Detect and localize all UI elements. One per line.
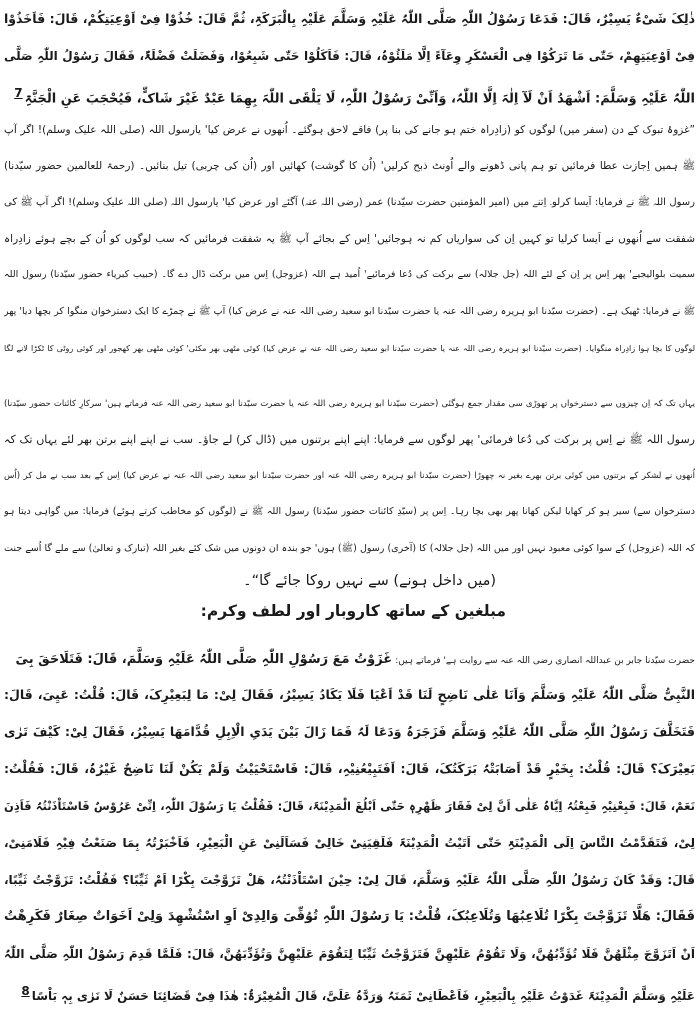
arabic-hadith-line: قَالَ: وَقَدْ کَانَ رَسُوْلُ اللّٰہِ صَلَّی اللّٰہُ عَلَیْہِ وَسَلَّمَ، قَالَ لِیْ: حِیْنَ اسْتَاْذَنْتُہُ، ھَلْ تَزَوَّجْتَ بِکْرًا اَمْ ثَیِّبًا؟ فَقُلْتُ: تَزَوَّجْتُ ثَیِّبًا، (4, 873, 695, 887)
section-heading: مبلغین کے ساتھ کاروبار اور لطف وکرم: (200, 602, 506, 620)
urdu-translation-line: اُنھوں نے لشکر کے برتنوں میں کوئی برتن بھرے بغیر نہ چھوڑا (حضرت سیّدنا ابو ہریرہ رضی اللہ عنہ اور حضرت سیّدنا ابو سعید رضی اللہ عنہ نے عرض کیا) اِس کے بعد سب نے مل کر (اُس (4, 471, 695, 481)
arabic-hadith-line: فِیْ اَوْعِیَتِھِمْ، حَتّٰی مَا تَرَکُوْا فِی الْعَسْکَرِ وِعَآءً اِلَّا مَلَئُوْہُ، قَالَ: فَاَکَلُوْا حَتّٰی شَبِعُوْا، وَفَضَلَتْ فَضْلَۃٌ، فَقَالَ رَسُوْلُ اللّٰہِ صَلَّی (4, 49, 695, 63)
footnote-mark: 7 (14, 86, 23, 100)
arabic-hadith-text: اللّٰہُ عَلَیْہِ وَسَلَّمَ: اَشْھَدُ اَنْ لَآ اِلٰہَ اِلَّا اللّٰہُ، وَاَنِّیْ رَسُوْلُ اللّٰہِ، لَا یَلْقَی اللّٰہَ بِھِمَا عَبْدٌ غَیْرَ شَاکٍّ، فَیُحْجَبَ عَنِ الْجَنَّۃِ (24, 91, 695, 107)
urdu-translation-line: ”غزوۂ تبوک کے دن (سفر میں) لوگوں کو (زادِراہ ختم ہو جانے کی بنا پر) فاقے لاحق ہوگئے۔ اُنھوں نے عرض کیا' یارسول اللہ (صلی اللہ علیک وسلم)! اگر آپ (4, 124, 695, 136)
arabic-hadith-line: نَعَمْ، قَالَ: فَبِعْنِیْہِ فَبِعْتُہُ اِیَّاہُ عَلٰی اَنَّ لِیْ فَقَارَ ظَھْرِہٖ حَتّٰی اَبْلُغَ الْمَدِیْنَۃَ، قَالَ: فَقُلْتُ یَا رَسُوْلَ اللّٰہِ، اِنِّیْ عَرُوْسٌ فَاسْتَاْذَنْتُہُ فَاَذِنَ (4, 799, 695, 813)
urdu-translation-line: ﷺ نے فرمایا: ٹھیک ہے۔ (حضرت سیّدنا ابو ہریرہ رضی اللہ عنہ یا حضرت سیّدنا ابو سعید رضی اللہ عنہ نے عرض کیا) آپ ﷺ نے چمڑے کا ایک دسترخوان منگوا کر بچھا دیا' پھر (4, 306, 695, 317)
urdu-translation-line: لوگوں کا بچا ہوا زادِراہ منگوایا۔ (حضرت سیّدنا ابو ہریرہ رضی اللہ عنہ یا حضرت سیّدنا ابو سعید رضی اللہ عنہ نے عرض کیا) کوئی مٹھی بھر مکئی' کوئی مٹھی بھر کھجور اور کوئی روٹی کا ٹکڑا لانے لگا (4, 344, 695, 353)
arabic-hadith-line: لِیْ، فَتَقَدَّمْتُ النَّاسَ اِلَی الْمَدِیْنَۃِ حَتّٰی اَتَیْتُ الْمَدِیْنَۃَ فَلَقِیَنِیْ خَالِیْ فَسَاَلَنِیْ عَنِ الْبَعِیْرِ، فَاَخْبَرْتُہُ بِمَا صَنَعْتُ فِیْہِ فَلَامَنِیْ، (4, 836, 695, 850)
urdu-translation-line: رسول اللہ ﷺ نے اِس پر برکت کی دُعا فرمائی' پھر لوگوں سے فرمایا: اپنے اپنے برتنوں میں (ڈال کر) لے جاؤ۔ سب نے اپنے اپنے برتن بھر لئے یہاں تک کہ (4, 433, 695, 446)
urdu-translation-line: کہ اللہ (عزوجل) کے سوا کوئی معبود نہیں اور میں اللہ (جل جلالہ) کا (آخری) رسول (ﷺ) ہوں' جو بندہ ان دونوں میں شک کئے بغیر اللہ (تبارک و تعالیٰ) سے ملے گا اُسے جنت (4, 543, 695, 554)
urdu-translation-line: سمیت بلوالیجیے' پھر اِس پر اِن کے لئے اللہ (جل جلالہ) سے برکت کی دُعا فرمائیے' اُمید ہے اللہ (عزوجل) اِس میں برکت ڈال دے گا۔ (حبیب کبریاء حضور سیّدنا) رسول اللہ (4, 269, 695, 280)
arabic-hadith-text: غَزَوْتُ مَعَ رَسُوْلِ اللّٰہِ صَلَّی اللّٰہُ عَلَیْہِ وَسَلَّمَ، قَالَ: فَتَلَاحَقَ بِیَ (15, 652, 393, 667)
urdu-translation-line: دسترخوان سے) سیر ہو کر کھایا لیکن کھانا پھر بھی بچا رہا۔ اِس پر (سیّدِ کائنات حضور سیّدنا) رسول اللہ ﷺ نے (لوگوں کو مخاطب کرتے ہوئے) فرمایا: میں گواہی دیتا ہو (4, 506, 695, 517)
urdu-translation-line: یہاں تک کہ اِن چیزوں سے دسترخواں پر تھوڑی سی مقدار جمع ہوگئی (حضرت سیّدنا ابو ہریرہ رضی اللہ عنہ یا حضرت سیّدنا ابو سعید رضی اللہ عنہ فرماتے ہیں' سرکارِ کائنات حضور سیّدنا) (4, 399, 695, 409)
hadith-intro-line (4, 642, 695, 676)
arabic-hadith-line: فَتَخَلَّفَ رَسُوْلُ اللّٰہِ صَلَّی اللّٰہُ عَلَیْہِ وَسَلَّمَ فَزَجَرَہُ وَدَعَا لَہُ فَمَا زَالَ بَیْنَ یَدَیِ الْاِبِلِ قُدَّامَھَا یَسِیْرُ، فَقَالَ لِیْ: کَیْفَ تَرٰی (4, 724, 695, 739)
footnote-mark: 8 (21, 984, 30, 998)
urdu-translation-line: (میں داخل ہونے) سے نہیں روکا جائے گا“۔ (243, 573, 496, 589)
arabic-hadith-line (4, 976, 695, 1006)
urdu-translation-line: ﷺ ہمیں اِجازت عطا فرمائیں تو ہم پانی ڈھونے والے اُونٹ ذبح کرلیں' (اُن کا گوشت) کھائیں اور (اُن کی چربی) تیل بنائیں۔ (رحمۃ للعالمین حضور سیّدنا) (4, 160, 695, 172)
arabic-hadith-line: ذٰلِکَ شَیْءٌ یَسِیْرٌ، قَالَ: فَدَعَا رَسُوْلُ اللّٰہِ صَلَّی اللّٰہُ عَلَیْہِ وَسَلَّمَ عَلَیْہِ بِالْبَرَکَۃِ، ثُمَّ قَالَ: خُذُوْا فِیْ اَوْعِیَتِکُمْ، قَالَ: فَاَخَذُوْا (4, 11, 695, 26)
narrator-intro: حضرت سیّدنا جابر بن عبداللہ انصاری رضی اللہ عنہ سے روایت ہے' فرماتے ہیں: (395, 656, 695, 666)
urdu-translation-line: رسول اللہ ﷺ نے فرمایا: اَیسا کرلو۔ اِتنے میں (امیر المؤمنین حضرت سیّدنا) عمر (رضی اللہ عنہ) آگئے اور عرض کیا' یارسول اللہ (صلی اللہ علیک وسلم)! اگر آپ ﷺ کی (4, 197, 695, 208)
arabic-hadith-line: فَقَالَ: ھَلَّا تَزَوَّجْتَ بِکْرًا تُلَاعِبُھَا وَتُلَاعِبُکَ، قُلْتُ: یَا رَسُوْلَ اللّٰہِ تُوُفِّیَ وَالِدِیْ اَوِ اسْتُشْھِدَ وَلِیْ اَخَوَاتٌ صِغَارٌ فَکَرِھْتُ (4, 909, 695, 924)
arabic-hadith-line: اَنْ اَتَزَوَّجَ مِثْلَھُنَّ فَلَا تُؤَدِّبُھُنَّ، وَلَا تَقُوْمُ عَلَیْھِنَّ فَتَزَوَّجْتُ ثَیِّبًا لِتَقُوْمَ عَلَیْھِنَّ وَتُؤَدِّبَھُنَّ، قَالَ: فَلَمَّا قَدِمَ رَسُوْلُ اللّٰہِ صَلَّی اللّٰہُ (4, 947, 695, 961)
arabic-hadith-line (4, 78, 695, 108)
arabic-hadith-line: بَعِیْرَکَ؟ قَالَ: قُلْتُ: بِخَیْرٍ قَدْ اَصَابَتْہُ بَرَکَتُکَ، قَالَ: اَفَتَبِیْعُنِیْہِ، قَالَ: فَاسْتَحْیَیْتُ وَلَمْ یَکُنْ لَنَا نَاضِحٌ غَیْرُہُ، قَالَ: فَقُلْتُ: (4, 761, 695, 776)
arabic-hadith-text: عَلَیْہِ وَسَلَّمَ الْمَدِیْنَۃَ غَدَوْتُ عَلَیْہِ بِالْبَعِیْرِ، فَاَعْطَانِیْ ثَمَنَہُ وَرَدَّہُ عَلَیَّ، قَالَ الْمُغِیْرَۃُ: ھٰذَا فِیْ قَضَائِنَا حَسَنٌ لَا نَرٰی بِہٖ بَاْسًا (31, 989, 695, 1004)
urdu-translation-line: شفقت سے اُنھوں نے اَیسا کرلیا تو کہیں اِن کی سواریاں کم نہ ہوجائیں' اِس کے بجائے آپ ﷺ یہ شفقت فرمائیں کہ سب لوگوں کو اُن کے بچے ہوئے زادِراہ (4, 233, 695, 245)
arabic-hadith-line: النَّبِیُّ صَلَّی اللّٰہُ عَلَیْہِ وَسَلَّمَ وَاَنَا عَلٰی نَاضِحٍ لَنَا قَدْ اَعْیَا فَلَا یَکَادُ یَسِیْرُ، فَقَالَ لِیْ: مَا لِبَعِیْرِکَ، قَالَ: قُلْتُ: عَیِیَ، قَالَ: (4, 687, 695, 702)
